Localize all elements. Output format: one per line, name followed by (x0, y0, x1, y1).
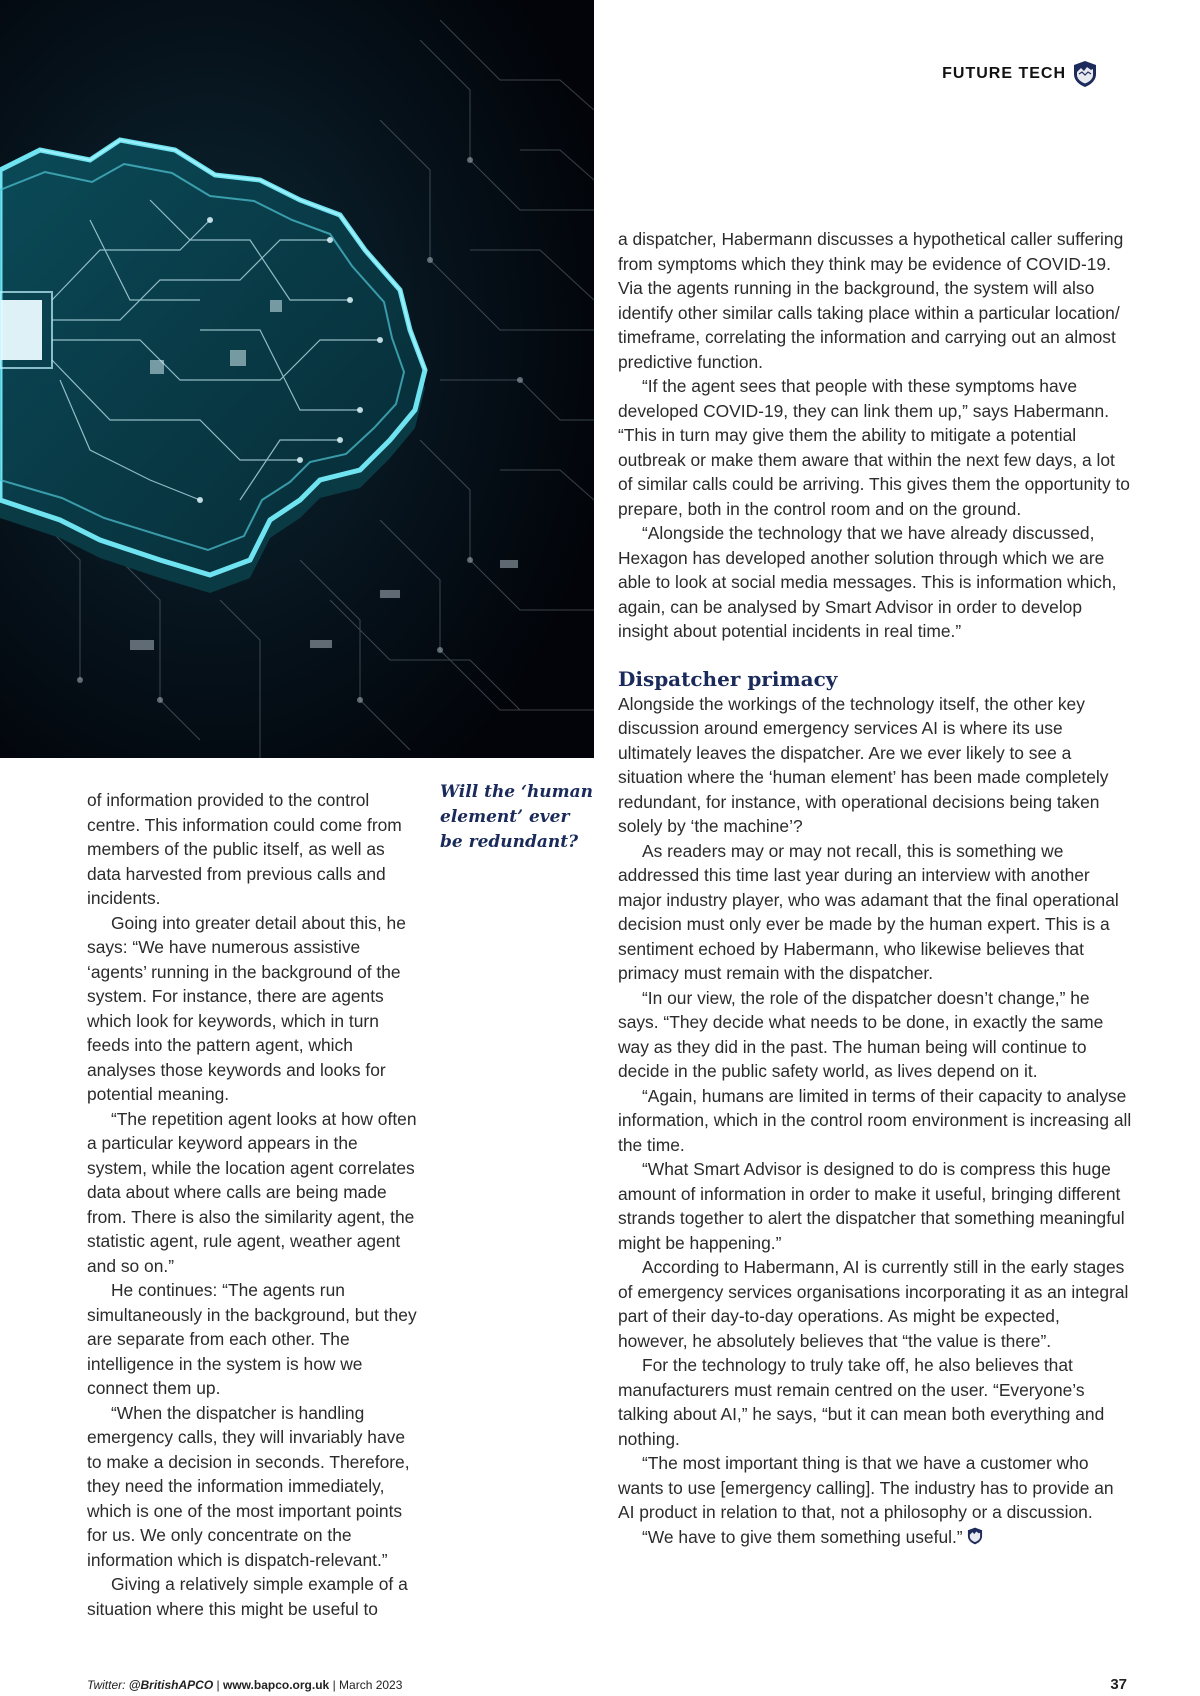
issue-date: March 2023 (339, 1678, 403, 1692)
circuit-brain-icon (0, 0, 594, 758)
body-paragraph: “If the agent sees that people with these symptoms have developed COVID-19, they can link them up,” says Habermann. “This in turn may give them the ability to mitigate a potential outbreak or make them aware that within the next few days, a lot of similar calls could be arriving. This gives them the opportunity to prepare, both in the control room and on the ground. (618, 376, 1130, 519)
end-mark-shield-icon (967, 1527, 983, 1545)
twitter-label: Twitter: (87, 1678, 126, 1692)
twitter-handle[interactable]: @BritishAPCO (128, 1678, 214, 1692)
website-link[interactable]: www.bapco.org.uk (222, 1678, 330, 1692)
body-paragraph: “In our view, the role of the dispatcher doesn’t change,” he says. “They decide what needs to be done, in exactly the same way as they did in the past. The human being will continue to decide in the public safety world, as lives depend on it. (618, 987, 1104, 1081)
body-paragraph: Giving a relatively simple example of a situation where this might be useful to (87, 1574, 408, 1619)
section-header (942, 60, 1097, 88)
body-paragraph: According to Habermann, AI is currently still in the early stages of emergency services organisations incorporating it as an integral part of their day-to-day operations. As might be expected, however, he absolutely believes that “the value is there”. (618, 1257, 1129, 1351)
section-label: FUTURE TECH (942, 65, 1066, 82)
right-column (618, 227, 1133, 1549)
hexagon-shield-icon (1073, 60, 1097, 88)
closing-paragraph (618, 1525, 1133, 1550)
footer-separator: | (332, 1678, 336, 1692)
body-paragraph: a dispatcher, Habermann discusses a hypothetical caller suffering from symptoms which they think may be evidence of COVID-19. Via the agents running in the background, the system will also identify other similar calls taking place within a particular location/ timeframe, correlating the information and carrying out an almost predictive function. (618, 229, 1124, 372)
subheading: Dispatcher primacy (618, 666, 838, 691)
footer-separator: | (216, 1678, 220, 1692)
body-paragraph: He continues: “The agents run simultaneously in the background, but they are separate from each other. The intelligence in the system is how we connect them up. (87, 1280, 417, 1398)
page-number: 37 (1110, 1676, 1127, 1693)
hero-image (0, 0, 594, 758)
body-paragraph: For the technology to truly take off, he also believes that manufacturers must remain centred on the user. “Everyone’s talking about AI,” he says, “but it can mean both everything and nothing. (618, 1355, 1105, 1449)
body-paragraph: As readers may or may not recall, this is something we addressed this time last year during an interview with another major industry player, who was adamant that the final operational decision must only ever be made by the human expert. This is a sentiment echoed by Habermann, who likewise believes that primacy must remain with the dispatcher. (618, 840, 1119, 983)
page-footer (87, 1676, 1127, 1696)
left-column (87, 788, 419, 1621)
footer-credits (87, 1678, 402, 1692)
body-paragraph: Alongside the workings of the technology itself, the other key discussion around emergency services AI is where its use ultimately leaves the dispatcher. Are we ever likely to see a situation where the ‘human element’ has been made completely redundant, for instance, with operational decisions being taken solely by ‘the machine’? (618, 693, 1109, 836)
body-paragraph: “What Smart Advisor is designed to do is compress this huge amount of information in order to make it useful, bringing different strands together to alert the dispatcher that something meaningful might be happening.” (618, 1159, 1125, 1253)
body-paragraph: “Alongside the technology that we have already discussed, Hexagon has developed another solution through which we are able to look at social media messages. This is information which, again, can be analysed by Smart Advisor in order to develop insight about potential incidents in real time.” (618, 523, 1117, 641)
body-paragraph: “When the dispatcher is handling emergency calls, they will invariably have to make a decision in seconds. Therefore, they need the information immediately, which is one of the most important points for us. We only concentrate on the information which is dispatch-relevant.” (87, 1402, 410, 1570)
body-paragraph: “Again, humans are limited in terms of their capacity to analyse information, which in the control room environment is increasing all the time. (618, 1085, 1132, 1155)
body-paragraph: Going into greater detail about this, he says: “We have numerous assistive ‘agents’ running in the background of the system. For instance, there are agents which look for keywords, which in turn feeds into the pattern agent, which analyses those keywords and looks for potential meaning. (87, 912, 406, 1104)
pull-quote: Will the ‘human element’ ever be redundant? (440, 782, 594, 852)
body-paragraph: of information provided to the control centre. This information could come from members of the public itself, as well as data harvested from previous calls and incidents. (87, 790, 402, 908)
closing-quote: “We have to give them something useful.” (642, 1526, 963, 1547)
body-paragraph: “The repetition agent looks at how often a particular keyword appears in the system, while the location agent correlates data about where calls are being made from. There is also the similarity agent, the statistic agent, rule agent, weather agent and so on.” (87, 1108, 417, 1276)
body-paragraph: “The most important thing is that we have a customer who wants to use [emergency calling]. The industry has to provide an AI product in relation to that, not a philosophy or a discussion. (618, 1453, 1114, 1522)
